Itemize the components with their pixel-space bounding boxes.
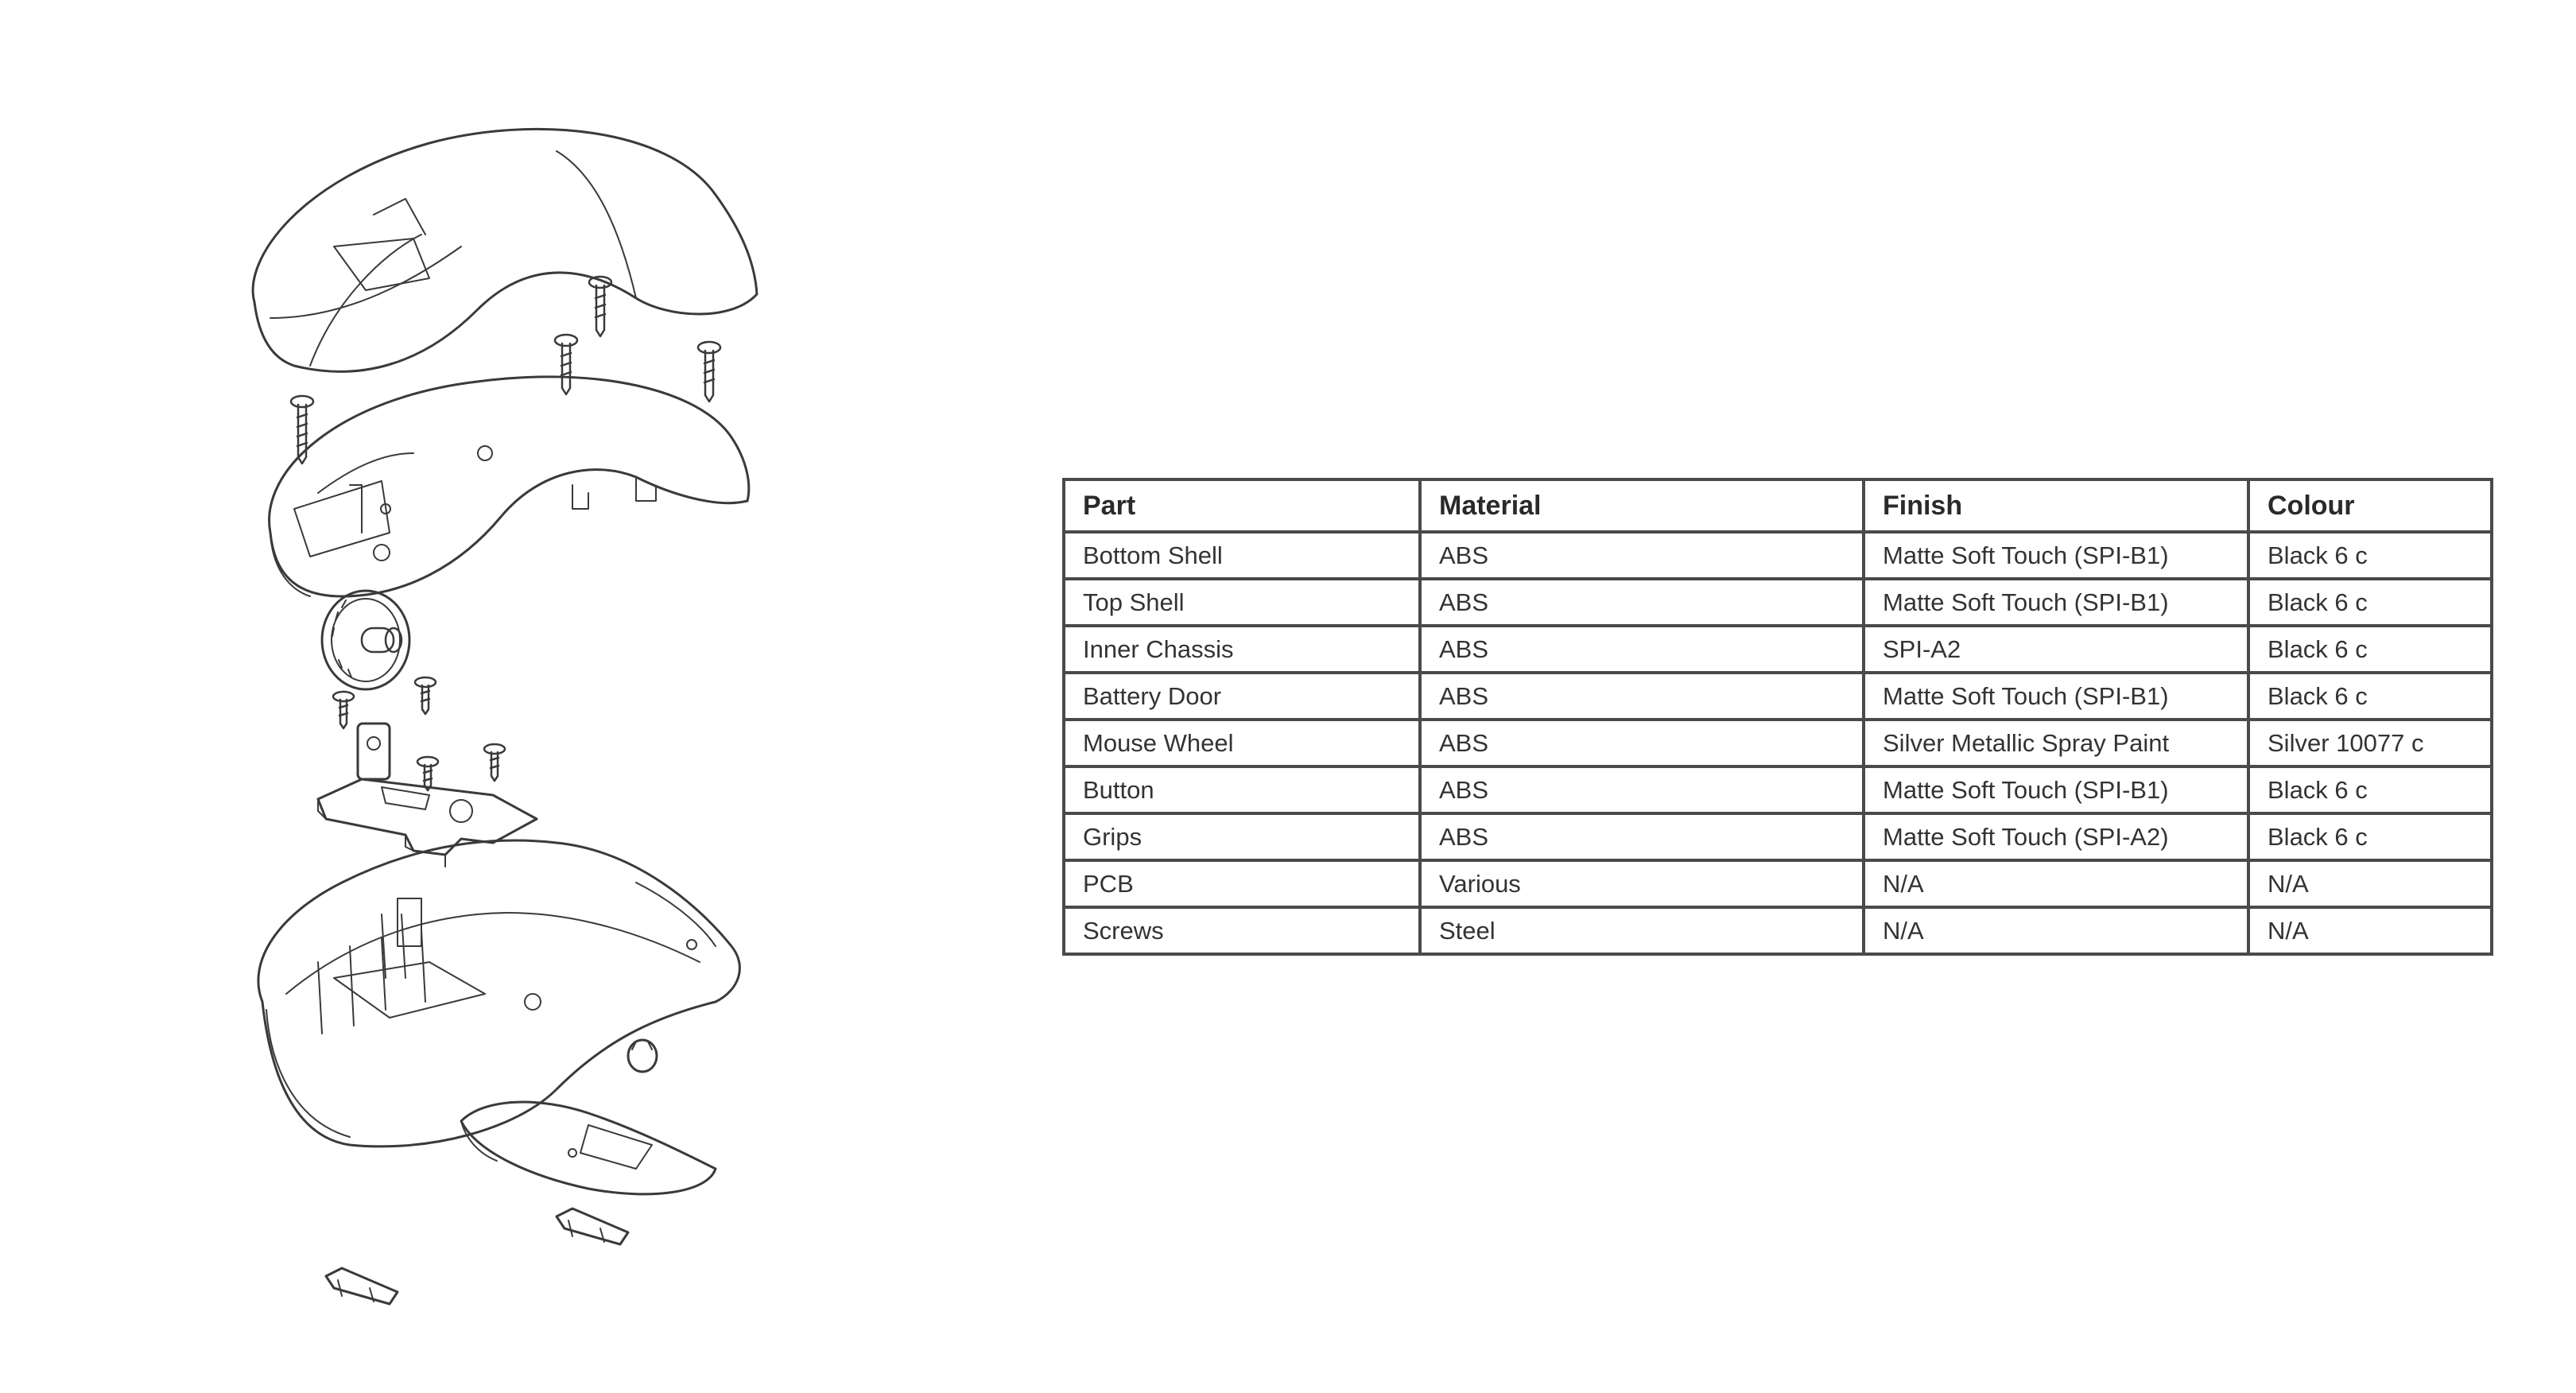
cell-part: Battery Door [1064, 673, 1420, 720]
cell-colour: Silver 10077 c [2248, 720, 2492, 766]
pcb [318, 724, 537, 867]
grips [326, 1209, 628, 1304]
cell-part: PCB [1064, 860, 1420, 907]
cell-colour: Black 6 c [2248, 579, 2492, 626]
cell-colour: Black 6 c [2248, 766, 2492, 813]
cell-finish: Matte Soft Touch (SPI-A2) [1864, 813, 2248, 860]
table-row [1064, 860, 2492, 907]
table-row [1064, 579, 2492, 626]
table-row [1064, 532, 2492, 579]
table-row [1064, 907, 2492, 954]
table-header-row [1064, 479, 2492, 532]
table-row [1064, 766, 2492, 813]
cell-part: Inner Chassis [1064, 626, 1420, 673]
cell-material: Various [1420, 860, 1864, 907]
header-part: Part [1064, 479, 1420, 532]
cell-colour: Black 6 c [2248, 626, 2492, 673]
table-row [1064, 626, 2492, 673]
cell-part: Screws [1064, 907, 1420, 954]
exploded-view-drawing [223, 119, 795, 1312]
cell-material: ABS [1420, 720, 1864, 766]
cell-material: ABS [1420, 766, 1864, 813]
cell-colour: Black 6 c [2248, 532, 2492, 579]
table-row [1064, 813, 2492, 860]
cell-material: ABS [1420, 579, 1864, 626]
cell-material: ABS [1420, 673, 1864, 720]
cell-material: ABS [1420, 532, 1864, 579]
battery-door [461, 1102, 716, 1194]
cell-colour: Black 6 c [2248, 813, 2492, 860]
cell-part: Top Shell [1064, 579, 1420, 626]
cell-material: ABS [1420, 626, 1864, 673]
cell-material: Steel [1420, 907, 1864, 954]
cell-colour: N/A [2248, 907, 2492, 954]
cell-colour: Black 6 c [2248, 673, 2492, 720]
cell-finish: N/A [1864, 907, 2248, 954]
cell-finish: Matte Soft Touch (SPI-B1) [1864, 673, 2248, 720]
cell-part: Mouse Wheel [1064, 720, 1420, 766]
header-finish: Finish [1864, 479, 2248, 532]
table-row [1064, 673, 2492, 720]
inner-chassis [270, 377, 749, 596]
cell-part: Bottom Shell [1064, 532, 1420, 579]
cell-part: Grips [1064, 813, 1420, 860]
cell-finish: Silver Metallic Spray Paint [1864, 720, 2248, 766]
materials-table [1062, 478, 2493, 956]
cell-part: Button [1064, 766, 1420, 813]
cell-material: ABS [1420, 813, 1864, 860]
cell-finish: Matte Soft Touch (SPI-B1) [1864, 532, 2248, 579]
cell-finish: SPI-A2 [1864, 626, 2248, 673]
bottom-shell [258, 840, 740, 1147]
cell-finish: Matte Soft Touch (SPI-B1) [1864, 766, 2248, 813]
header-colour: Colour [2248, 479, 2492, 532]
top-shell [253, 129, 757, 371]
cell-colour: N/A [2248, 860, 2492, 907]
cell-finish: N/A [1864, 860, 2248, 907]
header-material: Material [1420, 479, 1864, 532]
button [628, 1040, 657, 1072]
table-row [1064, 720, 2492, 766]
cell-finish: Matte Soft Touch (SPI-B1) [1864, 579, 2248, 626]
mouse-wheel [322, 591, 409, 689]
